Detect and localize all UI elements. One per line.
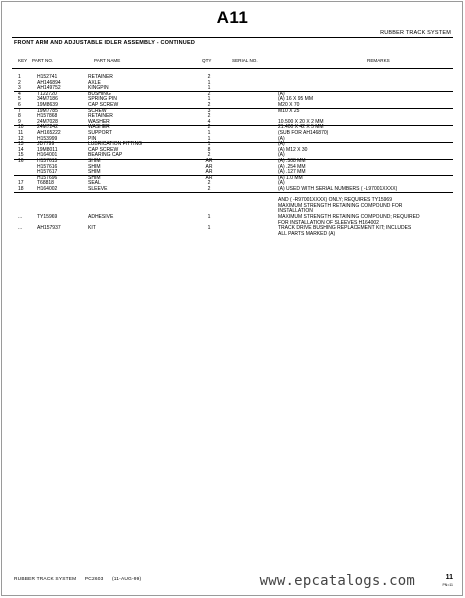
row-part-no: H153999 — [37, 135, 58, 142]
col-serial-no: SERIAL NO. — [232, 58, 258, 63]
row-remarks: FOR INSTALLATION OF SLEEVES H164002 — [278, 219, 379, 226]
page-code: A11 — [216, 8, 249, 27]
row-key: 12 — [18, 135, 24, 142]
row-key: 7 — [18, 107, 21, 114]
row-key: 14 — [18, 146, 24, 153]
row-part-no: JD7799 — [37, 141, 55, 148]
footer-section: RUBBER TRACK SYSTEM — [14, 577, 77, 582]
row-qty: 2 — [207, 186, 211, 192]
row-key: 5 — [18, 96, 21, 103]
row-qty: 8 — [207, 146, 211, 153]
row-key: 10 — [18, 124, 24, 131]
page-number: 11 — [445, 574, 453, 581]
row-part-no: H157868 — [37, 113, 58, 120]
row-key: 15 — [18, 152, 24, 159]
row-remarks: M10 X 25 — [278, 107, 300, 114]
row-qty: 3 — [207, 107, 211, 114]
row-remarks: MAXIMUM STRENGTH RETAINING COMPOUND FOR — [278, 202, 403, 209]
row-qty: 2 — [207, 74, 211, 80]
row-remarks: (A) 1.0 MM — [278, 174, 303, 181]
row-qty: AR — [205, 158, 213, 164]
row-part-name: SHIM — [88, 174, 101, 181]
row-qty: 1 — [207, 141, 211, 148]
row-key: 13 — [18, 141, 24, 148]
row-part-no: H157615 — [37, 158, 58, 164]
row-part-name: BUSHING — [88, 90, 111, 97]
section-title: RUBBER TRACK SYSTEM — [380, 30, 451, 36]
row-part-name: KIT — [88, 225, 96, 232]
row-qty: 1 — [207, 225, 211, 232]
row-part-no: AH157937 — [37, 225, 61, 232]
row-key: 4 — [18, 90, 21, 97]
col-key: KEY — [18, 58, 28, 63]
row-remarks: (A) .254 MM — [278, 163, 306, 170]
row-remarks: MAXIMUM STRENGTH RETAINING COMPOUND; REQUIRED — [278, 214, 420, 220]
row-remarks: (SUB FOR AH146870) — [278, 130, 329, 136]
row-key: 9 — [18, 118, 21, 125]
row-part-name: CAP SCREW — [88, 146, 119, 153]
row-remarks: (A) USED WITH SERIAL NUMBERS ( -L97001XXXX) — [278, 186, 398, 192]
row-qty: 1 — [207, 85, 211, 92]
row-part-name: WASHER — [88, 124, 110, 131]
row-part-name: LUBRICATION FITTING — [88, 141, 143, 148]
row-key: ... — [18, 214, 23, 220]
row-remarks: (A) .508 MM — [278, 158, 306, 164]
row-part-no: AH146894 — [37, 79, 61, 86]
row-remarks: INSTALLATION — [278, 208, 313, 215]
row-qty: 1 — [207, 79, 211, 86]
row-remarks: ALL PARTS MARKED (A) — [278, 230, 336, 237]
row-remarks: (A) — [278, 152, 285, 159]
row-part-name: RETAINER — [88, 74, 113, 80]
row-part-no: 34M7186 — [37, 96, 58, 103]
row-part-no: T122720 — [37, 90, 57, 97]
row-key: ... — [18, 225, 23, 232]
row-part-name: KINGPIN — [88, 85, 109, 92]
row-remarks: (A) M12 X 30 — [278, 146, 308, 153]
row-remarks: (A) 16 X 95 MM — [278, 96, 314, 103]
row-remarks: (A) — [278, 135, 285, 142]
row-qty: 2 — [207, 152, 211, 159]
table-row — [0, 232, 465, 238]
row-qty: 1 — [207, 214, 211, 220]
row-part-name: SPRING PIN — [88, 96, 117, 103]
row-qty: AR — [205, 163, 213, 170]
row-qty: AR — [205, 169, 213, 176]
row-remarks: M20 X 70 — [278, 102, 300, 108]
footer-model: PC2603 — [84, 577, 104, 582]
row-qty: 4 — [207, 118, 211, 125]
col-remarks: REMARKS — [367, 58, 390, 63]
footer-date: (11-AUG-99) — [112, 577, 142, 582]
row-key: 18 — [18, 186, 24, 192]
row-part-no: TY15969 — [37, 214, 58, 220]
table-header-rule — [12, 68, 453, 69]
row-remarks: (A) .127 MM — [278, 169, 306, 176]
row-key: 3 — [18, 85, 21, 92]
row-part-no: H157617 — [37, 169, 58, 176]
row-part-name: SHIM — [88, 169, 101, 176]
row-remarks: (A) — [278, 90, 285, 97]
row-part-name: SLEEVE — [88, 186, 108, 192]
row-remarks: (A) — [278, 141, 285, 148]
row-qty: 2 — [207, 102, 211, 108]
row-remarks: 21.400 X 42 X 5 MM — [278, 124, 324, 131]
row-qty: 2 — [207, 180, 211, 187]
row-qty: 2 — [207, 113, 211, 120]
watermark-text: www.epcatalogs.com — [259, 573, 415, 589]
row-key: 17 — [18, 180, 24, 187]
row-key: 2 — [18, 79, 21, 86]
row-part-name: WASHER — [88, 118, 110, 125]
row-remarks: 10.500 X 20 X 2 MM — [278, 118, 324, 125]
row-key: 16 — [18, 158, 24, 164]
row-qty: 2 — [207, 124, 211, 131]
row-part-name: SCREW — [88, 107, 107, 114]
row-remarks: AND ( -R97001XXXX) ONLY; REQUIRES TY15969 — [278, 197, 392, 204]
row-part-name: ADHESIVE — [88, 214, 114, 220]
row-part-no: H164001 — [37, 152, 58, 159]
row-part-no: H152741 — [37, 74, 58, 80]
row-qty: 1 — [207, 130, 211, 136]
assembly-title: FRONT ARM AND ADJUSTABLE IDLER ASSEMBLY - CONTINUED — [14, 40, 196, 46]
row-part-no: AH165222 — [37, 130, 61, 136]
row-part-no: H157616 — [37, 163, 58, 170]
row-qty: 1 — [207, 135, 211, 142]
row-qty: 1 — [207, 96, 211, 103]
row-remarks: (A) — [278, 180, 285, 187]
row-key: 6 — [18, 102, 21, 108]
row-key: 8 — [18, 113, 21, 120]
row-key: 11 — [18, 130, 24, 136]
row-part-no: T68818 — [37, 180, 54, 187]
row-part-name: SHIM — [88, 158, 101, 164]
row-part-name: AXLE — [88, 79, 101, 86]
row-qty: 2 — [207, 90, 211, 97]
table-header — [0, 58, 465, 66]
row-part-no: 19M8011 — [37, 146, 58, 153]
row-part-no: H164002 — [37, 186, 58, 192]
row-part-name: CAP SCREW — [88, 102, 119, 108]
col-qty: QTY — [202, 58, 212, 63]
row-part-no: 24M7028 — [37, 118, 58, 125]
row-remarks: TRACK DRIVE BUSHING REPLACEMENT KIT; INCLUDES — [278, 225, 412, 232]
row-part-name: RETAINER — [88, 113, 113, 120]
row-part-name: SEAL — [88, 180, 101, 187]
page-code-small: PN=11 — [442, 583, 453, 587]
row-key: 1 — [18, 74, 21, 80]
row-part-name: SUPPORT — [88, 130, 113, 136]
row-part-name: BEARING CAP — [88, 152, 123, 159]
header-rule — [12, 37, 453, 38]
row-part-no: H157696 — [37, 174, 58, 181]
col-part-no: PART NO. — [32, 58, 54, 63]
row-part-name: PIN — [88, 135, 97, 142]
footer — [14, 577, 148, 582]
row-part-name: SHIM — [88, 163, 101, 170]
row-qty: AR — [205, 174, 213, 181]
row-part-no: 19M8639 — [37, 102, 58, 108]
row-part-no: 19M7785 — [37, 107, 58, 114]
col-part-name: PART NAME — [94, 58, 121, 63]
row-part-no: AH149752 — [37, 85, 61, 92]
row-part-no: 24M7242 — [37, 124, 58, 131]
